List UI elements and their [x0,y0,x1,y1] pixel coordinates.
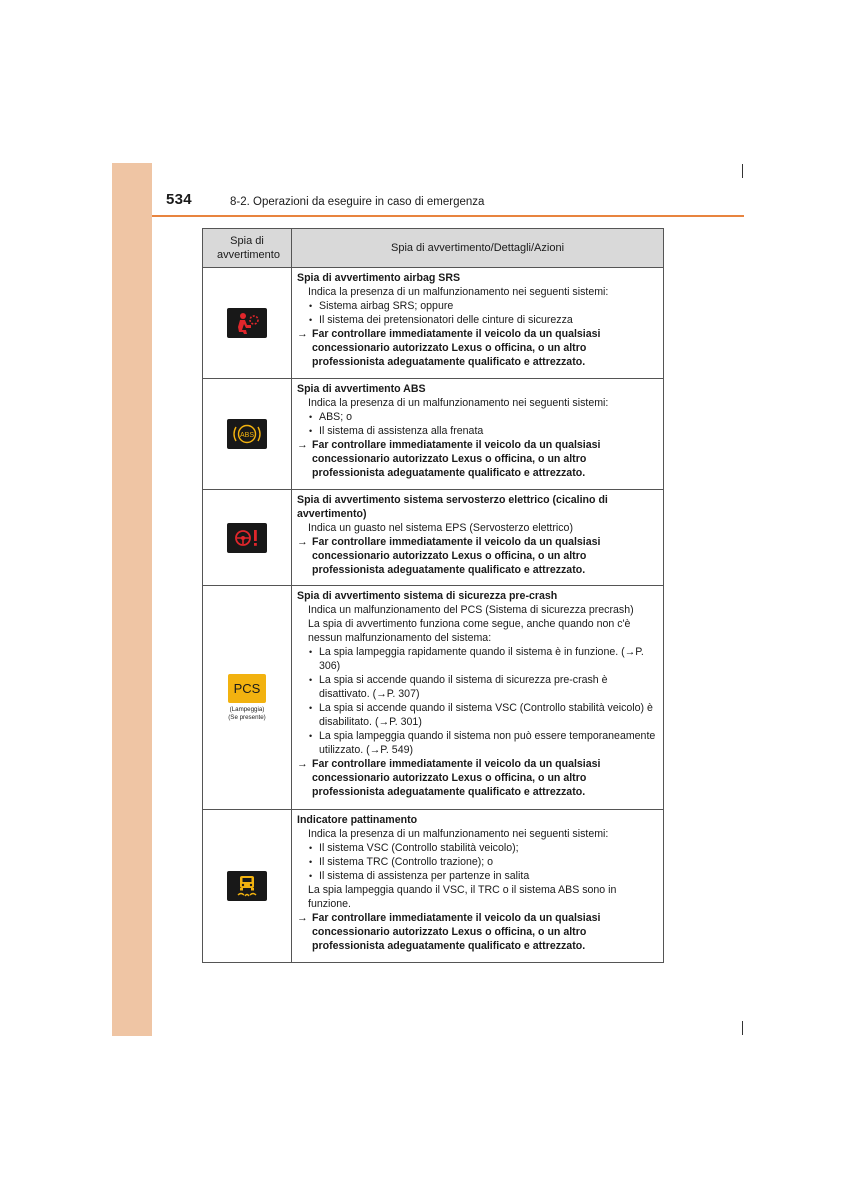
table-row [203,586,664,810]
row-action: → Far controllare immediatamente il veicolo da un qualsiasi concessionario autorizzato Lexus o officina, o un altro professionista adeguatamente qualificato e attrezzato. [297,328,601,368]
arrow-icon: → [297,912,308,924]
list-item: • Il sistema VSC (Controllo stabilità veicolo); [297,841,657,855]
row-intro: Indica un malfunzionamento del PCS (Sistema di sicurezza precrash) [308,604,634,616]
row-intro-2: La spia di avvertimento funziona come segue, anche quando non c'è nessun malfunzionamento del sistema: [308,618,631,644]
list-item: • Il sistema dei pretensionatori delle cinture di sicurezza [297,313,657,327]
list-item: • Sistema airbag SRS; oppure [297,299,657,313]
arrow-icon: → [297,328,308,340]
row-title: Spia di avvertimento sistema di sicurezza pre-crash [297,590,558,602]
table-row [203,490,664,586]
icon-note: (Lampeggia) (Se presente) [228,706,266,721]
table-row [203,268,664,379]
row-intro: Indica la presenza di un malfunzionamento nei seguenti sistemi: [308,397,609,409]
header-rule [152,215,744,217]
row-action: → Far controllare immediatamente il veicolo da un qualsiasi concessionario autorizzato Lexus o officina, o un altro professionista adeguatamente qualificato e attrezzato. [297,912,601,952]
chapter-side-tab [112,163,152,1036]
list-item: • La spia lampeggia quando il sistema non può essere temporaneamente utilizzato. (→P. 549) [297,729,657,757]
warning-light-table [202,228,664,963]
list-item: • ABS; o [297,410,657,424]
row-intro: Indica un guasto nel sistema EPS (Servosterzo elettrico) [308,522,573,534]
arrow-icon: → [297,536,308,548]
list-item: • Il sistema TRC (Controllo trazione); o [297,855,657,869]
table-header-row [203,229,664,268]
table-row [203,379,664,490]
table-row [203,810,664,963]
abs-icon [227,419,267,449]
column-header-details: Spia di avvertimento/Dettagli/Azioni [292,229,664,268]
slip-indicator-icon [227,871,267,901]
row-outro: La spia lampeggia quando il VSC, il TRC o il sistema ABS sono in funzione. [308,884,617,910]
steering-warning-icon [227,523,267,553]
row-intro: Indica la presenza di un malfunzionamento nei seguenti sistemi: [308,286,609,298]
page-number: 534 [166,191,192,208]
arrow-icon: → [297,439,308,451]
pcs-icon: PCS [228,674,266,703]
list-item: • La spia lampeggia rapidamente quando il sistema è in funzione. (→P. 306) [297,645,657,673]
row-action: → Far controllare immediatamente il veicolo da un qualsiasi concessionario autorizzato Lexus o officina, o un altro professionista adeguatamente qualificato e attrezzato. [297,439,601,479]
arrow-icon: → [297,758,308,770]
row-title: Spia di avvertimento sistema servosterzo elettrico (cicalino di avvertimento) [297,494,608,520]
list-item: • Il sistema di assistenza per partenze in salita [297,869,657,883]
column-header-light: Spia di avvertimento [203,229,292,268]
section-title: 8-2. Operazioni da eseguire in caso di emergenza [230,196,485,208]
crop-mark-top [742,164,743,178]
list-item: • Il sistema di assistenza alla frenata [297,424,657,438]
airbag-icon [227,308,267,338]
row-intro: Indica la presenza di un malfunzionamento nei seguenti sistemi: [308,828,609,840]
row-title: Spia di avvertimento ABS [297,383,426,395]
list-item: • La spia si accende quando il sistema VSC (Controllo stabilità veicolo) è disabilitato. (→P. 301) [297,701,657,729]
crop-mark-bottom [742,1021,743,1035]
row-action: → Far controllare immediatamente il veicolo da un qualsiasi concessionario autorizzato Lexus o officina, o un altro professionista adeguatamente qualificato e attrezzato. [297,536,601,576]
row-title: Indicatore pattinamento [297,814,418,826]
svg-text:ABS: ABS [239,432,255,439]
list-item: • La spia si accende quando il sistema di sicurezza pre-crash è disattivato. (→P. 307) [297,673,657,701]
row-action: → Far controllare immediatamente il veicolo da un qualsiasi concessionario autorizzato Lexus o officina, o un altro professionista adeguatamente qualificato e attrezzato. [297,758,601,798]
row-title: Spia di avvertimento airbag SRS [297,272,461,284]
